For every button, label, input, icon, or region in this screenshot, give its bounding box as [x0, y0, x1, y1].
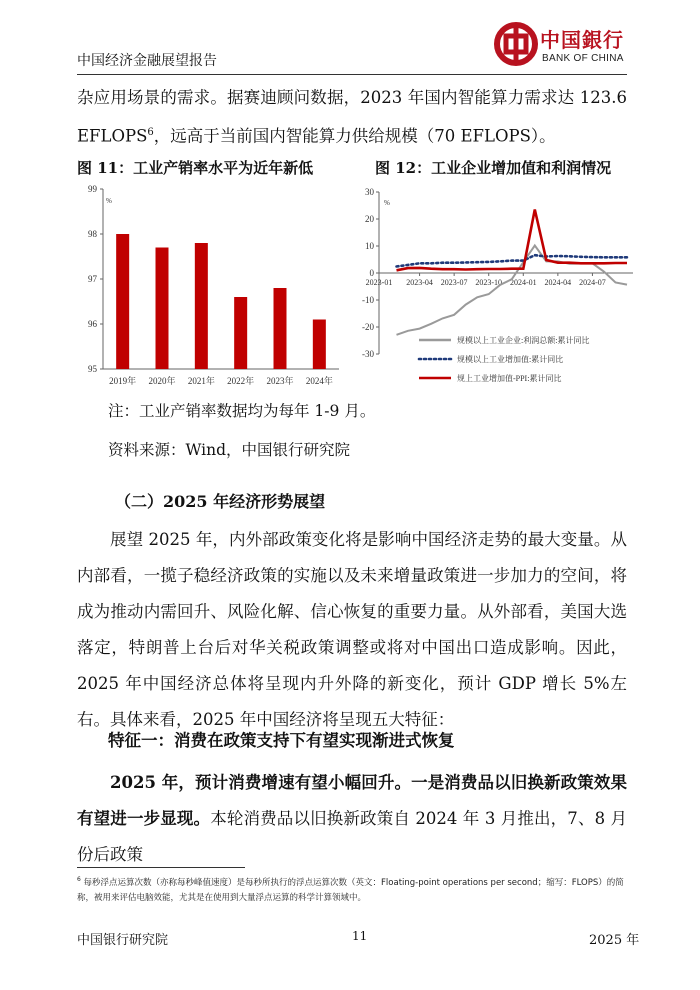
section-heading: （二）2025 年经济形势展望	[115, 492, 326, 511]
bar-2020年	[156, 248, 169, 370]
y-tick-label: -30	[362, 349, 374, 359]
y-tick-label: 98	[88, 229, 97, 239]
legend-label-1: 规模以上工业企业:利润总额:累计同比	[457, 336, 590, 345]
feature-1-paragraph	[77, 765, 627, 873]
report-title: 中国经济金融展望报告	[77, 53, 217, 69]
bar-2024年	[313, 320, 326, 370]
y-tick-label: -10	[362, 295, 374, 305]
x-tick-label: 2023-07	[440, 278, 468, 287]
y-unit-label: %	[106, 197, 112, 205]
figure-12-title: 图 12：工业企业增加值和利润情况	[375, 159, 612, 177]
bar-2022年	[234, 297, 247, 369]
y-tick-label: 0	[369, 268, 374, 278]
y-tick-label: 99	[88, 184, 97, 194]
footer-year: 2025 年	[589, 933, 640, 948]
x-tick-label: 2023-01	[365, 278, 393, 287]
x-tick-label: 2019年	[109, 376, 137, 386]
footnote-mark: 6	[77, 876, 81, 883]
footnote-text: 每秒浮点运算次数（亦称每秒峰值速度）是每秒所执行的浮点运算次数（英文：Floating-point operations per second；缩写：FLOPS）的简称，被用来评估电脑效能，尤其是在使用到大量浮点运算的科学计算领域中。	[77, 877, 624, 903]
figure-note: 注：工业产销率数据均为每年 1-9 月。	[108, 402, 376, 420]
y-tick-label: 30	[365, 187, 374, 197]
legend-label-2: 规模以上工业增加值:累计同比	[457, 355, 564, 364]
intro-paragraph	[77, 80, 627, 154]
x-tick-label: 2023-04	[406, 278, 433, 287]
figure-12-line-chart	[357, 180, 640, 395]
x-tick-label: 2020年	[148, 376, 176, 386]
figure-11-bar-chart	[77, 180, 347, 395]
logo-chinese-name: 中国銀行	[540, 28, 624, 52]
bank-logo	[494, 20, 630, 72]
y-tick-label: -20	[362, 322, 374, 332]
y-tick-label: 96	[88, 319, 97, 329]
y-tick-label: 97	[88, 274, 97, 284]
boc-emblem-icon	[494, 22, 538, 66]
footer-org: 中国银行研究院	[77, 933, 169, 948]
intro-line-2	[77, 115, 627, 154]
series-line-1	[397, 246, 628, 335]
legend-label-3: 规上工业增加值-PPI:累计同比	[457, 374, 562, 383]
x-tick-label: 2024-01	[509, 278, 537, 287]
intro-eflops: EFLOPS	[77, 126, 148, 146]
footnote	[77, 872, 632, 906]
series-line-2	[397, 255, 628, 266]
y-tick-label: 95	[88, 364, 97, 374]
intro-line-2-rest: ，远高于当前国内智能算力供给规模（70 EFLOPS）。	[153, 126, 556, 146]
y-tick-label: 10	[365, 241, 374, 251]
x-tick-label: 2023年	[266, 376, 294, 386]
feature-1-bold-lead: 2025 年，预计消费增速有望小幅回升。一是消费品以旧换新政策效果有望进一步显现。	[77, 773, 627, 828]
section-paragraph: 展望 2025 年，内外部政策变化将是影响中国经济走势的最大变量。从内部看，一揽子稳经济政策的实施以及未来增量政策进一步加力的空间，将成为推动内需回升、风险化解、信心恢复的重要力量。从外部看，美国大选落定，特朗普上台后对华关税政策调整或将对中国出口造成影响。因此，2025 年中国经济总体将呈现内升外降的新变化，预计 GDP 增长 5%左右。具体来看，2025 年中国经济将呈现五大特征：	[77, 530, 627, 729]
intro-line-1: 杂应用场景的需求。据赛迪顾问数据，2023 年国内智能算力需求达 123.6	[77, 88, 627, 107]
feature-1-heading: 特征一：消费在政策支持下有望实现渐进式恢复	[108, 731, 455, 750]
bar-2019年	[116, 234, 129, 369]
header-divider	[77, 74, 627, 75]
x-tick-label: 2021年	[187, 376, 215, 386]
x-tick-label: 2023-10	[475, 278, 503, 287]
x-tick-label: 2024年	[305, 376, 333, 386]
x-tick-label: 2022年	[227, 376, 255, 386]
page-number: 11	[352, 929, 368, 943]
y-tick-label: 20	[365, 214, 374, 224]
logo-english-name: BANK OF CHINA	[542, 53, 624, 64]
feature-1-text: 本轮消费品以旧换新政策自 2024 年 3 月推出，7、8 月份后政策	[77, 809, 627, 864]
figure-source: 资料来源：Wind，中国银行研究院	[108, 441, 351, 459]
figure-11-title: 图 11：工业产销率水平为近年新低	[77, 159, 314, 177]
x-tick-label: 2024-04	[544, 278, 572, 287]
footnote-divider	[77, 867, 245, 868]
bar-2021年	[195, 243, 208, 369]
x-tick-label: 2024-07	[579, 278, 606, 287]
footnote-ref[interactable]: 6	[147, 127, 154, 138]
bar-2023年	[274, 288, 287, 369]
y-unit-label: %	[384, 199, 390, 207]
